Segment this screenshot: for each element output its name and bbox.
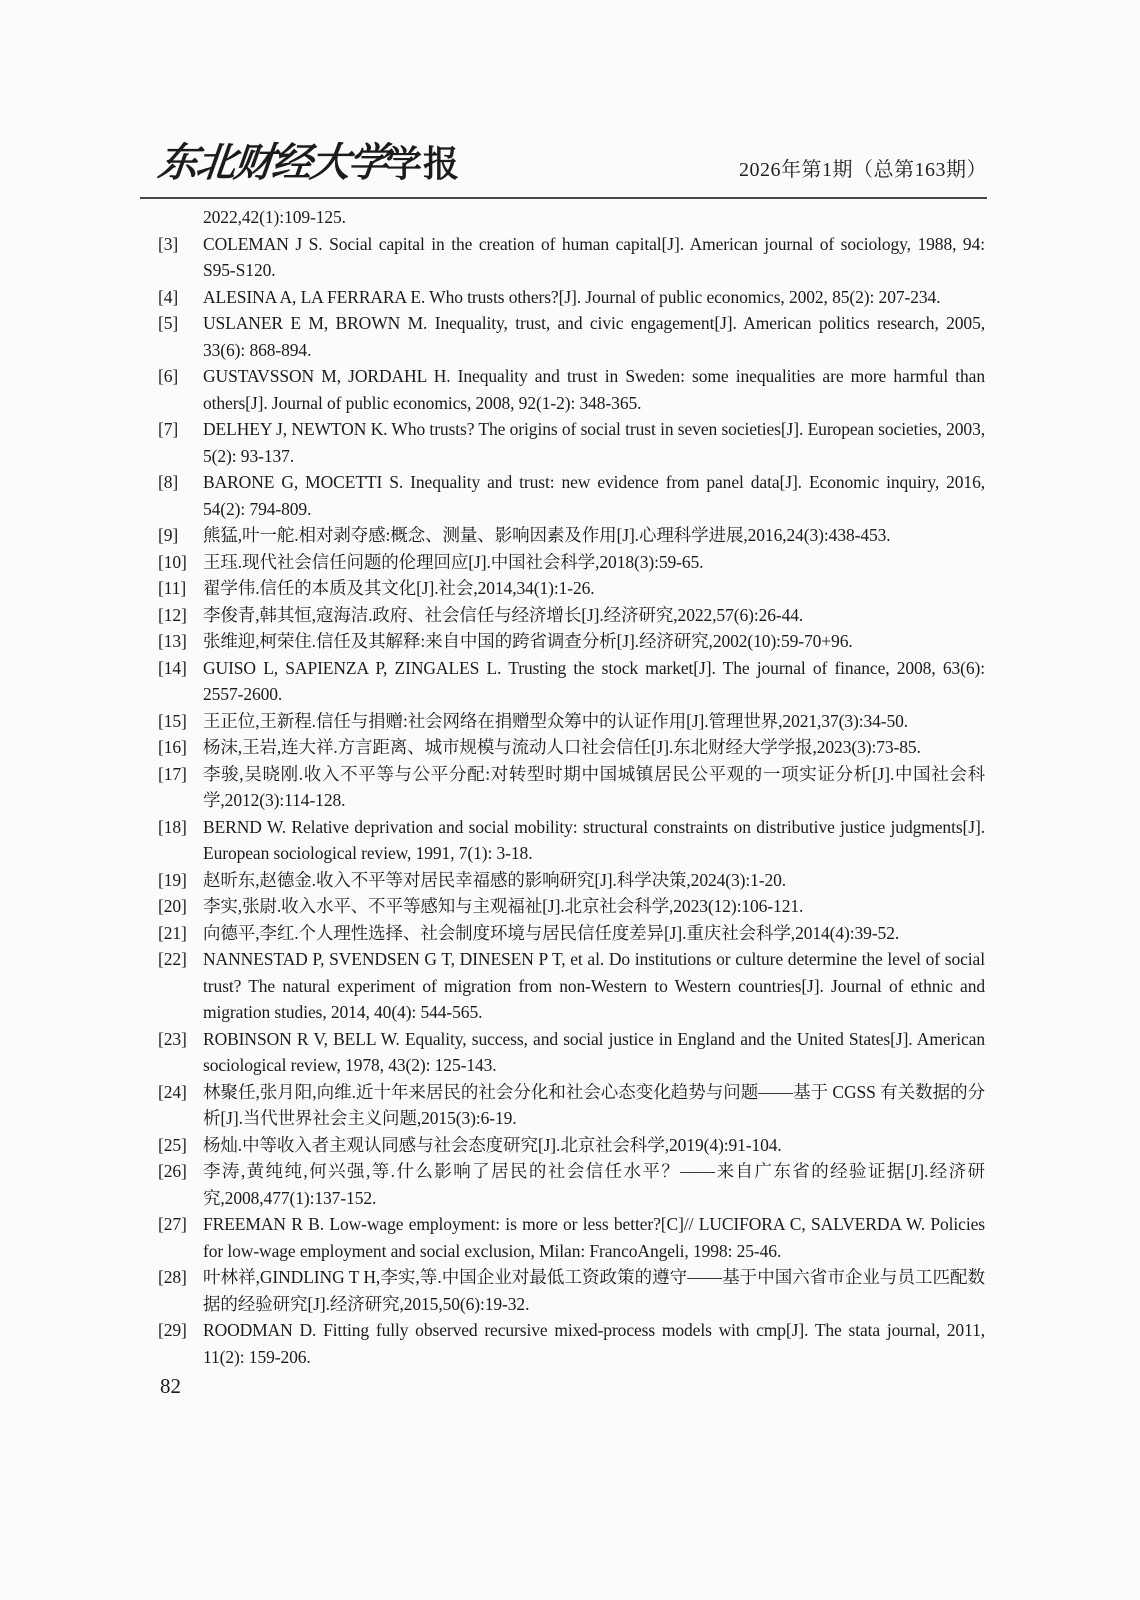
references-list <box>158 204 985 1370</box>
page-header <box>140 142 987 199</box>
reference-item <box>158 363 985 416</box>
reference-marker: [10] <box>158 551 187 572</box>
reference-text: BARONE G, MOCETTI S. Inequality and trust: new evidence from panel data[J]. Economic inquiry, 2016, 54(2): 794-809. <box>203 472 985 519</box>
reference-item <box>158 814 985 867</box>
reference-item <box>158 310 985 363</box>
reference-marker: [28] <box>158 1267 187 1287</box>
reference-text: 王正位,王新程.信任与捐赠:社会网络在捐赠型众筹中的认证作用[J].管理世界,2021,37(3):34-50. <box>203 710 909 731</box>
reference-item <box>158 628 985 655</box>
reference-text: 向德平,李红.个人理性选择、社会制度环境与居民信任度差异[J].重庆社会科学,2014(4):39-52. <box>203 922 900 943</box>
reference-text: 叶林祥,GINDLING T H,李实,等.中国企业对最低工资政策的遵守——基于中国六省市企业与员工匹配数据的经验研究[J].经济研究,2015,50(6):19-32. <box>203 1267 985 1314</box>
reference-item <box>158 761 985 814</box>
journal-logo <box>140 142 460 193</box>
reference-marker: [22] <box>158 949 187 969</box>
reference-marker: [27] <box>158 1214 187 1234</box>
reference-item <box>158 1026 985 1079</box>
reference-marker: [20] <box>158 896 187 916</box>
reference-marker: [8] <box>158 472 179 492</box>
reference-marker: [16] <box>158 737 187 757</box>
reference-text: ROODMAN D. Fitting fully observed recursive mixed-process models with cmp[J]. The stata journal, 2011, 11(2): 159-206. <box>203 1320 985 1367</box>
reference-text: 王珏.现代社会信任问题的伦理回应[J].中国社会科学,2018(3):59-65. <box>203 551 704 572</box>
reference-item <box>158 920 985 947</box>
reference-text: DELHEY J, NEWTON K. Who trusts? The origins of social trust in seven societies[J]. European societies, 2003, 5(2): 93-137. <box>203 419 985 466</box>
reference-item <box>158 1132 985 1159</box>
journal-logo-regular-text: 学报 <box>386 144 461 184</box>
reference-text: GUSTAVSSON M, JORDAHL H. Inequality and trust in Sweden: some inequalities are more harmful than others[J]. Journal of public economics, 2008, 92(1-2): 348-365. <box>203 366 985 413</box>
reference-item <box>158 708 985 735</box>
reference-text: 林聚任,张月阳,向维.近十年来居民的社会分化和社会心态变化趋势与问题——基于 CGSS 有关数据的分析[J].当代世界社会主义问题,2015(3):6-19. <box>203 1081 985 1128</box>
issue-info: 2026年第1期（总第163期） <box>739 159 987 181</box>
reference-item <box>158 231 985 284</box>
reference-text: ALESINA A, LA FERRARA E. Who trusts others?[J]. Journal of public economics, 2002, 85(2): 207-234. <box>203 286 941 307</box>
reference-text: 翟学伟.信任的本质及其文化[J].社会,2014,34(1):1-26. <box>203 578 595 598</box>
reference-text: 李骏,吴晓刚.收入不平等与公平分配:对转型时期中国城镇居民公平观的一项实证分析[J].中国社会科学,2012(3):114-128. <box>203 763 985 810</box>
reference-marker: [26] <box>158 1161 187 1181</box>
reference-item <box>158 734 985 761</box>
reference-marker: [14] <box>158 657 187 678</box>
reference-item <box>158 469 985 522</box>
reference-marker: [23] <box>158 1028 187 1049</box>
reference-text: GUISO L, SAPIENZA P, ZINGALES L. Trusting the stock market[J]. The journal of finance, 2008, 63(6): 2557-2600. <box>203 657 985 704</box>
reference-item <box>158 549 985 576</box>
reference-marker: [19] <box>158 869 187 890</box>
reference-item <box>158 416 985 469</box>
reference-item <box>158 1158 985 1211</box>
reference-text: 李实,张尉.收入水平、不平等感知与主观福祉[J].北京社会科学,2023(12):106-121. <box>203 896 804 916</box>
reference-marker: [24] <box>158 1081 187 1102</box>
reference-text: COLEMAN J S. Social capital in the creation of human capital[J]. American journal of sociology, 1988, 94: S95-S120. <box>203 233 985 280</box>
reference-text: 张维迎,柯荣住.信任及其解释:来自中国的跨省调查分析[J].经济研究,2002(10):59-70+96. <box>203 631 853 651</box>
reference-item <box>158 946 985 1026</box>
reference-text: 李涛,黄纯纯,何兴强,等.什么影响了居民的社会信任水平？——来自广东省的经验证据[J].经济研究,2008,477(1):137-152. <box>203 1161 985 1208</box>
reference-text: NANNESTAD P, SVENDSEN G T, DINESEN P T, et al. Do institutions or culture determine the level of social trust? The natural experiment of migration from non-Western to Western countries[J]. Journal of ethnic and migration studies, 2014, 40(4): 544-565. <box>203 949 985 1022</box>
reference-marker: [21] <box>158 922 187 943</box>
reference-marker: [25] <box>158 1134 187 1155</box>
reference-text: FREEMAN R B. Low-wage employment: is more or less better?[C]// LUCIFORA C, SALVERDA W. Policies for low-wage employment and social exclusion, Milan: FrancoAngeli, 1998: 25-46. <box>203 1214 985 1261</box>
reference-text: 李俊青,韩其恒,寇海洁.政府、社会信任与经济增长[J].经济研究,2022,57(6):26-44. <box>203 604 804 625</box>
reference-text: 熊猛,叶一舵.相对剥夺感:概念、测量、影响因素及作用[J].心理科学进展,2016,24(3):438-453. <box>203 525 891 545</box>
reference-marker: [5] <box>158 313 179 333</box>
reference-marker: [6] <box>158 366 179 386</box>
reference-item <box>158 1317 985 1370</box>
reference-item <box>158 204 985 231</box>
reference-item <box>158 893 985 920</box>
reference-marker: [7] <box>158 419 179 439</box>
reference-item <box>158 867 985 894</box>
reference-marker: [11] <box>158 578 187 598</box>
reference-item <box>158 1079 985 1132</box>
reference-marker: [12] <box>158 604 187 625</box>
reference-text: 赵昕东,赵德金.收入不平等对居民幸福感的影响研究[J].科学决策,2024(3):1-20. <box>203 869 787 890</box>
reference-marker: [18] <box>158 816 187 837</box>
reference-item <box>158 655 985 708</box>
reference-item <box>158 284 985 311</box>
reference-text: ROBINSON R V, BELL W. Equality, success, and social justice in England and the United States[J]. American sociological review, 1978, 43(2): 125-143. <box>203 1028 985 1075</box>
reference-marker: [9] <box>158 525 179 545</box>
reference-item <box>158 1211 985 1264</box>
reference-text: 2022,42(1):109-125. <box>203 207 346 227</box>
reference-item <box>158 522 985 549</box>
reference-marker: [13] <box>158 631 187 651</box>
reference-text: 杨沫,王岩,连大祥.方言距离、城市规模与流动人口社会信任[J].东北财经大学学报,2023(3):73-85. <box>203 737 921 757</box>
page-number: 82 <box>160 1374 181 1398</box>
reference-text: BERND W. Relative deprivation and social mobility: structural constraints on distributive justice judgments[J]. European sociological review, 1991, 7(1): 3-18. <box>203 816 985 863</box>
reference-marker: [29] <box>158 1320 187 1340</box>
reference-marker: [15] <box>158 710 187 731</box>
reference-item <box>158 575 985 602</box>
reference-item <box>158 1264 985 1317</box>
reference-marker: [3] <box>158 233 179 254</box>
journal-logo-calligraphic-text: 东北财经大学 <box>155 140 389 185</box>
reference-text: 杨灿.中等收入者主观认同感与社会态度研究[J].北京社会科学,2019(4):91-104. <box>203 1134 782 1155</box>
reference-marker: [17] <box>158 763 187 784</box>
reference-marker: [4] <box>158 286 179 307</box>
reference-item <box>158 602 985 629</box>
reference-text: USLANER E M, BROWN M. Inequality, trust, and civic engagement[J]. American politics research, 2005, 33(6): 868-894. <box>203 313 985 360</box>
